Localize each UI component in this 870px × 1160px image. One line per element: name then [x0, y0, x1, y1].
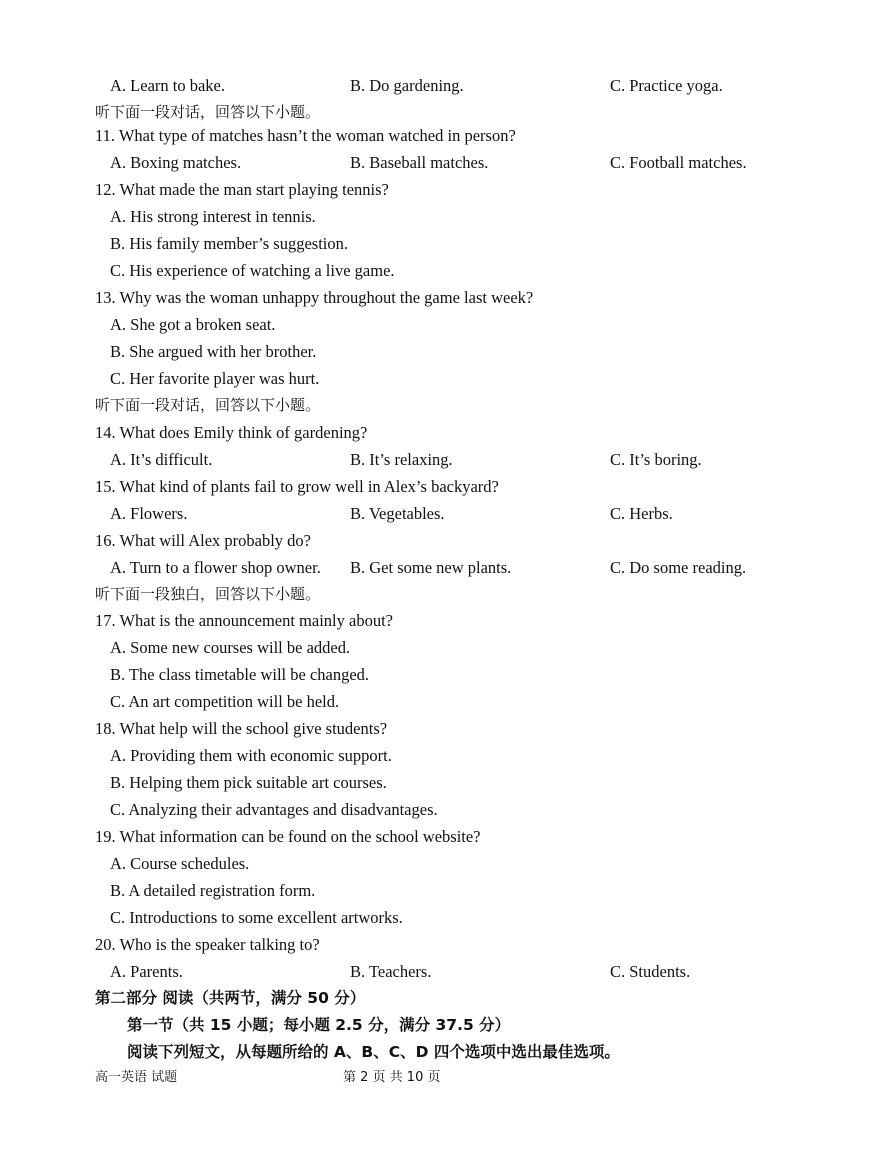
- option-row: [0, 500, 870, 527]
- option-text-row: [0, 338, 870, 365]
- option-text: C. Introductions to some excellent artworks.: [110, 908, 403, 927]
- section-heading-row: [0, 1012, 870, 1039]
- question-text: 17. What is the announcement mainly about?: [95, 611, 393, 630]
- option-b: B. Teachers.: [350, 962, 432, 981]
- option-text-row: [0, 769, 870, 796]
- option-text: B. The class timetable will be changed.: [110, 665, 370, 684]
- listening-instruction-row: [0, 581, 870, 608]
- question-text: 19. What information can be found on the school website?: [95, 827, 481, 846]
- question-text-row: [0, 473, 870, 500]
- option-c: C. Football matches.: [610, 153, 747, 172]
- option-text: C. His experience of watching a live game.: [110, 261, 395, 280]
- option-text-row: [0, 634, 870, 661]
- question-text-row: [0, 715, 870, 742]
- question-text-row: [0, 122, 870, 149]
- part-heading: 第二部分 阅读（共两节，满分 50 分）: [95, 989, 366, 1007]
- footer-page-number: 第 2 页 共 10 页: [343, 1070, 441, 1085]
- option-text-row: [0, 365, 870, 392]
- option-c: C. Students.: [610, 962, 691, 981]
- option-text-row: [0, 796, 870, 823]
- option-c: C. Do some reading.: [610, 558, 747, 577]
- question-text: 15. What kind of plants fail to grow well in Alex’s backyard?: [95, 477, 499, 496]
- option-text: B. His family member’s suggestion.: [110, 234, 349, 253]
- option-text-row: [0, 742, 870, 769]
- question-text-row: [0, 931, 870, 958]
- option-a: A. Boxing matches.: [110, 153, 242, 172]
- listening-instruction: 听下面一段对话，回答以下小题。: [95, 103, 321, 121]
- listening-instruction: 听下面一段独白，回答以下小题。: [95, 585, 321, 603]
- question-text: 11. What type of matches hasn’t the woman watched in person?: [95, 126, 516, 145]
- option-c: C. It’s boring.: [610, 450, 702, 469]
- question-text: 16. What will Alex probably do?: [95, 531, 311, 550]
- option-row: [0, 958, 870, 985]
- option-a: A. Flowers.: [110, 504, 188, 523]
- option-b: B. Get some new plants.: [350, 558, 512, 577]
- option-text: A. Some new courses will be added.: [110, 638, 351, 657]
- option-text: B. She argued with her brother.: [110, 342, 317, 361]
- option-text: B. Helping them pick suitable art courses.: [110, 773, 387, 792]
- option-row: [0, 149, 870, 176]
- question-text: 13. Why was the woman unhappy throughout the game last week?: [95, 288, 534, 307]
- option-a: A. Turn to a flower shop owner.: [110, 558, 321, 577]
- option-row: [0, 72, 870, 99]
- section-heading: 阅读下列短文，从每题所给的 A、B、C、D 四个选项中选出最佳选项。: [127, 1043, 620, 1061]
- footer-subject: 高一英语 试题: [95, 1070, 178, 1085]
- question-text-row: [0, 419, 870, 446]
- section-heading: 第一节（共 15 小题；每小题 2.5 分，满分 37.5 分）: [127, 1016, 511, 1034]
- question-text: 12. What made the man start playing tennis?: [95, 180, 389, 199]
- option-a: A. It’s difficult.: [110, 450, 213, 469]
- option-b: B. Baseball matches.: [350, 153, 489, 172]
- option-a: A. Learn to bake.: [110, 76, 225, 95]
- option-text-row: [0, 311, 870, 338]
- option-text-row: [0, 203, 870, 230]
- question-text: 18. What help will the school give students?: [95, 719, 388, 738]
- question-text: 20. Who is the speaker talking to?: [95, 935, 320, 954]
- option-a: A. Parents.: [110, 962, 183, 981]
- option-text: A. His strong interest in tennis.: [110, 207, 316, 226]
- question-text-row: [0, 823, 870, 850]
- option-text: B. A detailed registration form.: [110, 881, 316, 900]
- option-b: B. Vegetables.: [350, 504, 445, 523]
- option-text-row: [0, 257, 870, 284]
- question-text-row: [0, 527, 870, 554]
- option-text: C. Her favorite player was hurt.: [110, 369, 320, 388]
- option-text: A. Course schedules.: [110, 854, 250, 873]
- listening-instruction: 听下面一段对话，回答以下小题。: [95, 396, 321, 414]
- option-text: A. She got a broken seat.: [110, 315, 276, 334]
- question-text-row: [0, 607, 870, 634]
- option-c: C. Herbs.: [610, 504, 673, 523]
- option-text-row: [0, 850, 870, 877]
- option-b: B. It’s relaxing.: [350, 450, 453, 469]
- option-row: [0, 554, 870, 581]
- option-c: C. Practice yoga.: [610, 76, 723, 95]
- question-text-row: [0, 284, 870, 311]
- option-b: B. Do gardening.: [350, 76, 464, 95]
- option-text: C. An art competition will be held.: [110, 692, 340, 711]
- question-text: 14. What does Emily think of gardening?: [95, 423, 368, 442]
- option-text-row: [0, 688, 870, 715]
- option-text: C. Analyzing their advantages and disadvantages.: [110, 800, 438, 819]
- section-heading-row: [0, 1039, 870, 1066]
- part-heading-row: [0, 985, 870, 1012]
- option-text: A. Providing them with economic support.: [110, 746, 392, 765]
- question-text-row: [0, 176, 870, 203]
- option-text-row: [0, 877, 870, 904]
- option-text-row: [0, 230, 870, 257]
- listening-instruction-row: [0, 392, 870, 419]
- option-row: [0, 446, 870, 473]
- option-text-row: [0, 904, 870, 931]
- option-text-row: [0, 661, 870, 688]
